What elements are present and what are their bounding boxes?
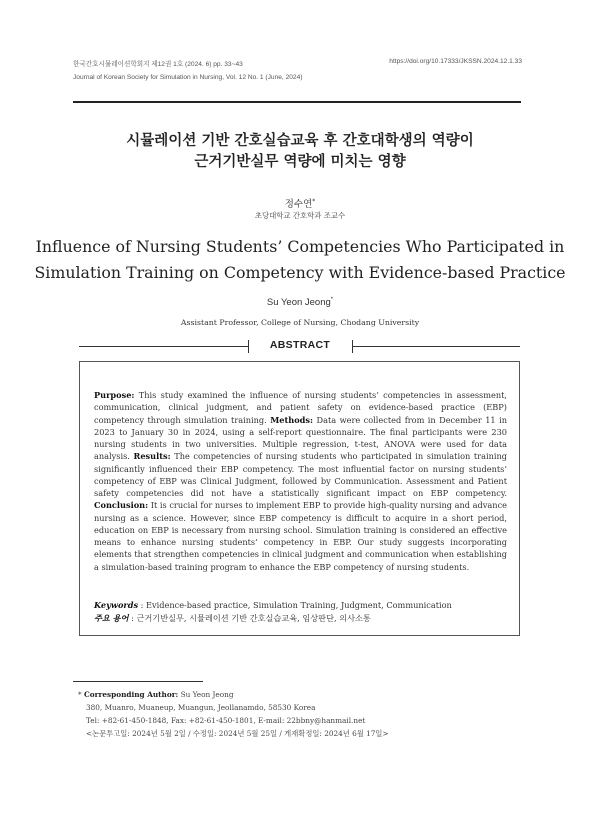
corresponding-author-footnote: [78, 689, 518, 741]
conclusion-label: Conclusion:: [94, 500, 149, 511]
corresponding-address: 380, Muanro, Muaneup, Muangun, Jeollanamdo, 58530 Korea: [86, 702, 316, 712]
english-title: [0, 234, 600, 286]
english-author-name: Su Yeon Jeong: [266, 297, 331, 309]
abstract-rule-right: [353, 346, 520, 347]
footnote-rule: [73, 681, 203, 682]
keywords-korean: [94, 613, 507, 624]
abstract-heading: ABSTRACT: [269, 339, 331, 351]
journal-citation: [73, 58, 302, 84]
korean-author-name: 정수연: [284, 199, 313, 210]
keywords-english-label: Keywords: [94, 600, 139, 610]
korean-author: [0, 196, 600, 210]
methods-text: Data were collected from in December 11 in 2023 to January 30 in 2024, using a self-report questionnaire. The final participants were 230 nursing students in two universities. Multiple regression, t-test, ANOVA were used for data analysis.: [94, 414, 507, 462]
english-title-line-1: Influence of Nursing Students’ Competencies Who Participated in: [35, 237, 565, 256]
corresponding-author-name: Su Yeon Jeong: [178, 690, 234, 699]
header-rule: [73, 101, 521, 103]
english-author: [0, 297, 600, 308]
english-author-mark: *: [330, 297, 334, 303]
english-title-line-2: Simulation Training on Competency with Evidence-based Practice: [34, 263, 566, 282]
abstract-rule-left: [79, 346, 248, 347]
conclusion-text: It is crucial for nurses to implement EBP to provide high-quality nursing and advance nursing as a science. However, since EBP competency is difficult to acquire in a short period, education on EBP is necessary from nursing school. Simulation training is considered an effective means to enhance nursing students’ competency in EBP. Our study suggests incorporating elements that strengthen competencies in clinical judgment and communication when establishing a simulation-based training program to enhance the EBP competency of nursing students.: [94, 500, 507, 572]
english-affiliation: Assistant Professor, College of Nursing, Chodang University: [180, 318, 420, 327]
abstract-body: [94, 389, 507, 573]
corresponding-contact: Tel: +82-61-450-1848, Fax: +82-61-450-1801, E-mail: 22bbny@hanmail.net: [86, 715, 366, 725]
korean-author-mark: *: [312, 197, 316, 205]
korean-affiliation: 초당대학교 간호학과 조교수: [254, 211, 346, 220]
journal-citation-english: Journal of Korean Society for Simulation in Nursing, Vol. 12 No. 1 (June, 2024): [73, 74, 303, 81]
footnote-mark: *: [78, 690, 82, 699]
corresponding-author-label: Corresponding Author:: [83, 690, 179, 699]
methods-label: Methods:: [270, 414, 314, 425]
korean-title-line-2: 근거기반실무 역량에 미치는 영향: [194, 154, 406, 170]
results-label: Results:: [133, 451, 171, 462]
journal-citation-korean: 한국간호시뮬레이션학회지 제12권 1호 (2024. 6) pp. 33~43: [73, 61, 243, 68]
keywords-korean-text: : 근거기반실무, 시뮬레이션 기반 간호실습교육, 임상판단, 의사소통: [128, 613, 371, 623]
keywords-korean-label: 주요 용어: [94, 613, 129, 623]
korean-title: [0, 131, 600, 173]
purpose-text: This study examined the influence of nursing students’ competencies in assessment, communication, clinical judgment, and patient safety on evidence-based practice (EBP) competency through simulation training.: [94, 390, 507, 425]
purpose-label: Purpose:: [94, 390, 135, 400]
results-text: The competencies of nursing students who participated in simulation training significantly influenced their EBP competency. The most influential factor on nursing students’ competency of EBP was Clinical Judgment, followed by Communication. Assessment and Patient safety competencies did not have a statistically significant impact on EBP competency.: [94, 451, 507, 498]
keywords-english-text: : Evidence-based practice, Simulation Training, Judgment, Communication: [138, 600, 452, 610]
submission-dates: <논문투고일: 2024년 5월 2일 / 수정일: 2024년 5월 25일 / 게재확정일: 2024년 6월 17일>: [86, 728, 389, 738]
keywords-english: [94, 600, 507, 610]
korean-title-line-1: 시뮬레이션 기반 간호실습교육 후 간호대학생의 역량이: [126, 133, 474, 149]
doi-link[interactable]: https://doi.org/10.17333/JKSSN.2024.12.1.33: [389, 58, 522, 65]
